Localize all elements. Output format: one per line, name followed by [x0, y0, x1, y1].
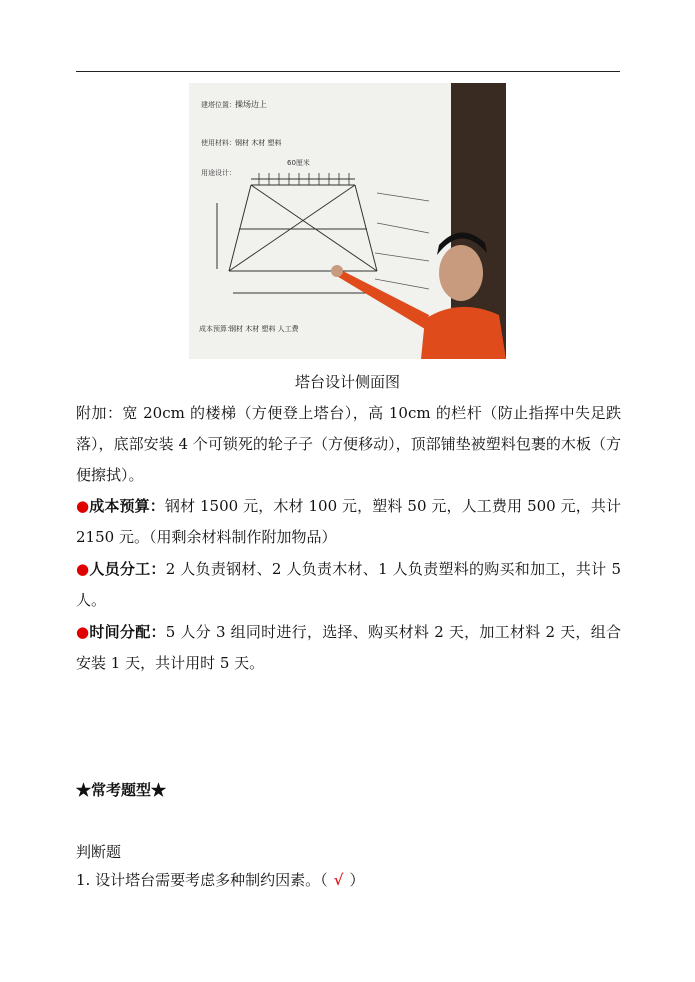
schedule-paragraph [76, 617, 621, 679]
item-label: 时间分配： [89, 623, 166, 641]
question-text: 1. 设计塔台需要考虑多种制约因素。（ [76, 871, 328, 889]
item-label: 人员分工： [89, 560, 166, 578]
answer-check-mark: √ [333, 871, 344, 889]
board-text: 操场边上 [235, 100, 267, 109]
question-close: ） [349, 871, 365, 889]
board-text: 使用材料： [201, 139, 236, 147]
board-text: 钢材 木材 塑料 [235, 139, 282, 147]
cost-budget-paragraph [76, 491, 621, 553]
board-text: 钢材 木材 塑料 人工费 [229, 325, 299, 333]
person-face [439, 245, 483, 301]
item-label: 成本预算： [89, 497, 165, 515]
header-rule [76, 71, 620, 72]
board-text: 用途设计： [201, 169, 236, 177]
question-item [76, 869, 364, 890]
board-text: 60厘米 [287, 159, 310, 167]
tower-design-photo [189, 83, 506, 359]
board-text: 建塔位置： [201, 101, 236, 109]
staffing-paragraph [76, 554, 621, 616]
figure-caption: 塔台设计侧面图 [294, 373, 400, 391]
red-bullet-icon: ● [76, 560, 90, 578]
subsection-title: 判断题 [76, 843, 122, 861]
red-bullet-icon: ● [76, 497, 90, 515]
item-text: 2 人负责钢材、2 人负责木材、1 人负责塑料的购买和加工，共计 5 人。 [76, 560, 621, 609]
section-title: ★常考题型★ [76, 781, 167, 799]
addendum-paragraph: 附加：宽 20cm 的楼梯（方便登上塔台），高 10cm 的栏杆（防止指挥中失足跌落），底部安装 4 个可锁死的轮子子（方便移动），顶部铺垫被塑料包裹的木板（方便擦拭）。 [76, 404, 621, 484]
person-shirt [421, 307, 506, 359]
red-bullet-icon: ● [76, 623, 90, 641]
person-hand [331, 265, 343, 277]
item-text: 5 人分 3 组同时进行，选择、购买材料 2 天，加工材料 2 天，组合安装 1 天，共计用时 5 天。 [76, 623, 621, 672]
photo-illustration [189, 83, 506, 359]
board-text: 成本预算： [199, 325, 234, 333]
item-text: 钢材 1500 元，木材 100 元，塑料 50 元，人工费用 500 元，共计 2150 元。（用剩余材料制作附加物品） [76, 497, 621, 546]
